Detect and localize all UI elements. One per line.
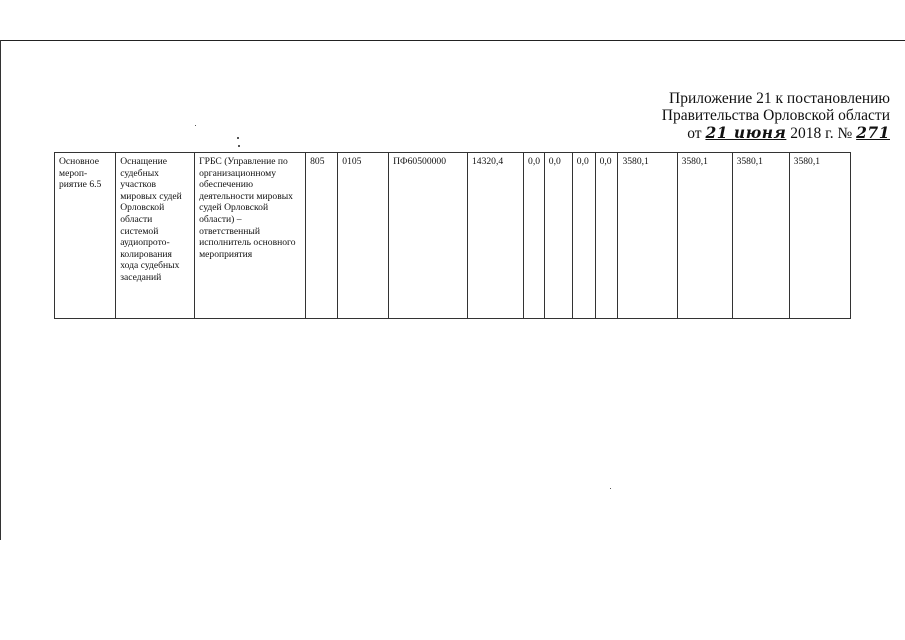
value-cell-6: 3580,1: [677, 153, 732, 319]
total-cell: 14320,4: [467, 153, 523, 319]
header-line-3: [600, 124, 890, 142]
value-cell-5: 3580,1: [618, 153, 677, 319]
year-text: 2018 г. №: [790, 125, 853, 142]
value-cell-7: 3580,1: [732, 153, 789, 319]
scan-speck: [610, 488, 611, 489]
event-label-cell: Основное мероп-риятие 6.5: [55, 153, 116, 319]
program-table: [54, 152, 851, 319]
table-row: [55, 153, 851, 319]
top-border-line: [0, 40, 905, 41]
value-cell-4: 0,0: [595, 153, 618, 319]
responsible-cell: ГРБС (Управление по организационному обеспечению деятельности мировых судей Орловской области) – ответственный исполнитель основного мероприятия: [195, 153, 306, 319]
code-rzpr-cell: 0105: [338, 153, 389, 319]
from-prefix: от: [687, 125, 702, 142]
value-cell-3: 0,0: [572, 153, 595, 319]
value-cell-1: 0,0: [524, 153, 545, 319]
scan-speck: [237, 137, 239, 139]
value-cell-2: 0,0: [544, 153, 572, 319]
event-name-cell: Оснащение судебных участков мировых судей Орловской области системой аудиопрото-колирования хода судебных заседаний: [116, 153, 195, 319]
header-line-1: Приложение 21 к постановлению: [669, 90, 890, 107]
header-line-2: Правительства Орловской области: [661, 107, 890, 124]
value-cell-8: 3580,1: [789, 153, 850, 319]
scan-speck: [195, 125, 196, 126]
left-border-line: [0, 40, 1, 540]
approval-header: [600, 90, 890, 142]
handwritten-number: 271: [856, 123, 890, 142]
code-csr-cell: ПФ60500000: [389, 153, 468, 319]
handwritten-date: 21 июня: [705, 123, 787, 142]
code-grbs-cell: 805: [306, 153, 338, 319]
scan-speck: [238, 145, 240, 147]
